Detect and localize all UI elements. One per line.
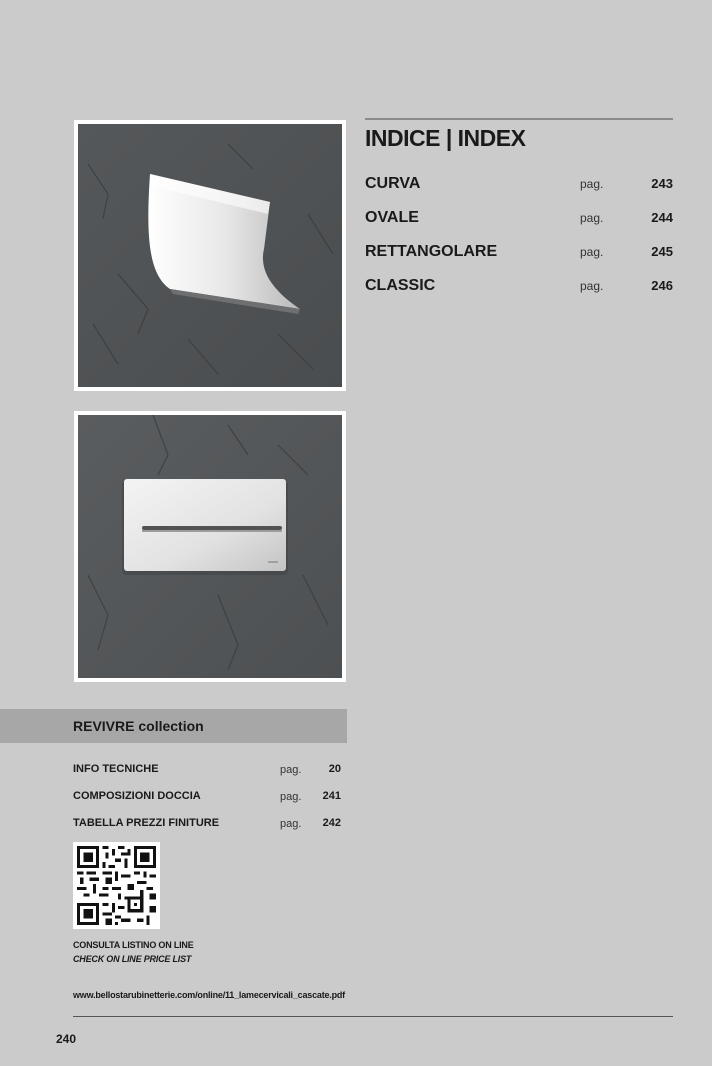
index-item-pag: pag. xyxy=(580,279,604,293)
product-photo-rettangolare xyxy=(74,411,346,682)
check-price-list-label: CHECK ON LINE PRICE LIST xyxy=(73,954,192,964)
index-item-rettangolare xyxy=(365,243,673,263)
index-item-name: RETTANGOLARE xyxy=(365,243,498,260)
rettangolare-shower-image xyxy=(78,415,342,678)
index-item-curva xyxy=(365,175,673,195)
product-photo-curva xyxy=(74,120,346,391)
footer-rule xyxy=(73,1016,673,1017)
index-item-pag: pag. xyxy=(580,177,604,191)
index-item-page-number: 246 xyxy=(651,278,673,293)
collection-band xyxy=(0,709,347,743)
index-item-name: CURVA xyxy=(365,175,421,192)
index-item-pag: pag. xyxy=(580,245,604,259)
price-list-url[interactable]: www.bellostarubinetterie.com/online/11_lamecervicali_cascate.pdf xyxy=(73,990,345,1000)
index-item-page-number: 244 xyxy=(651,210,673,225)
index-item-pag: pag. xyxy=(580,211,604,225)
collection-item-tabella-prezzi xyxy=(73,817,341,833)
index-item-name: CLASSIC xyxy=(365,277,436,294)
collection-title: REVIVRE collection xyxy=(73,718,204,734)
collection-item-composizioni-doccia xyxy=(73,790,341,806)
collection-item-page-number: 242 xyxy=(322,817,341,829)
collection-item-page-number: 20 xyxy=(328,763,341,775)
collection-item-name: COMPOSIZIONI DOCCIA xyxy=(73,790,201,802)
collection-item-name: INFO TECNICHE xyxy=(73,763,159,775)
curva-shower-image xyxy=(78,124,342,387)
collection-item-page-number: 241 xyxy=(322,790,341,802)
index-item-classic xyxy=(365,277,673,297)
index-title: INDICE | INDEX xyxy=(365,125,526,151)
collection-item-pag: pag. xyxy=(280,818,302,830)
index-top-rule xyxy=(365,118,673,120)
page-number: 240 xyxy=(56,1032,77,1046)
collection-item-info-tecniche xyxy=(73,763,341,779)
index-item-page-number: 245 xyxy=(651,244,673,259)
collection-item-name: TABELLA PREZZI FINITURE xyxy=(73,817,220,829)
collection-item-pag: pag. xyxy=(280,764,302,776)
consult-price-list-label: CONSULTA LISTINO ON LINE xyxy=(73,940,194,950)
index-item-ovale xyxy=(365,209,673,229)
collection-item-pag: pag. xyxy=(280,791,302,803)
qr-code-icon xyxy=(77,846,156,925)
index-item-page-number: 243 xyxy=(651,176,673,191)
price-list-qr-code[interactable] xyxy=(73,842,160,929)
index-item-name: OVALE xyxy=(365,209,419,226)
